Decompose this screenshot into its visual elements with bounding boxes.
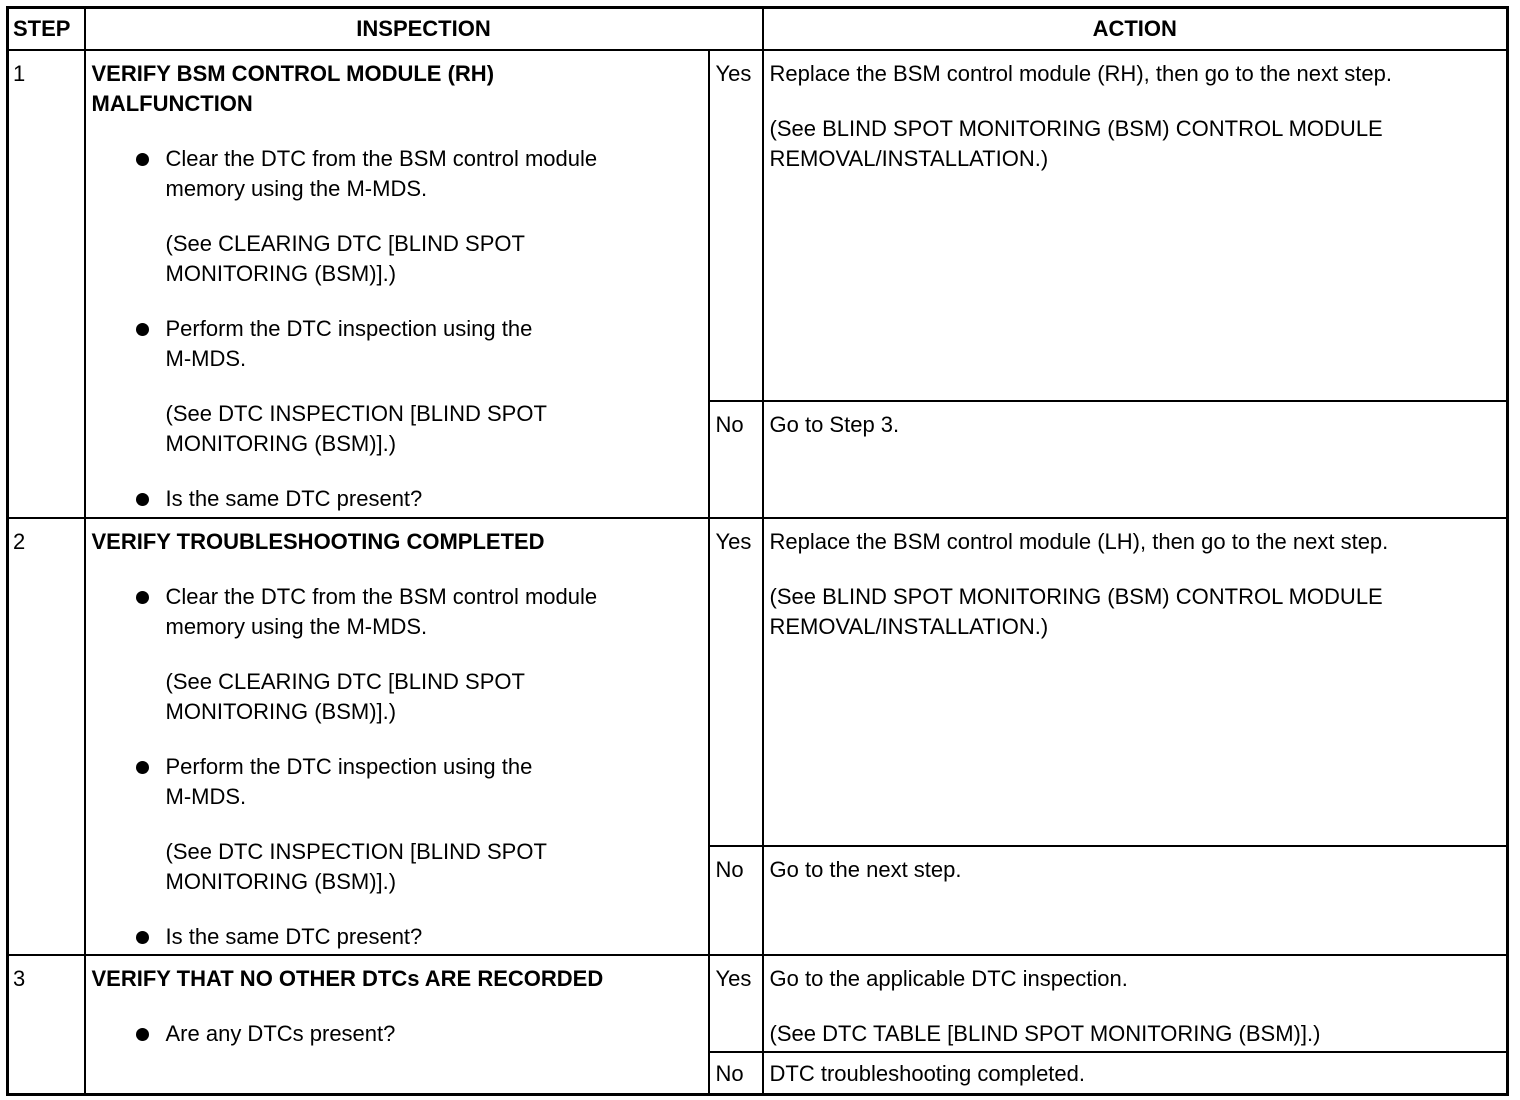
text: Is the same DTC present? (165, 486, 423, 511)
step-1-no-label: No (709, 401, 763, 518)
text: (See CLEARING DTC [BLIND SPOT (165, 231, 525, 256)
step-2-item-question (92, 922, 700, 952)
bullet-icon (136, 931, 149, 944)
step-3-yes-row (8, 955, 1508, 1052)
text: Replace the BSM control module (LH), then go to the next step. (769, 529, 1389, 554)
step-1-item-question (92, 484, 700, 514)
bullet-icon (136, 591, 149, 604)
bullet-icon (136, 493, 149, 506)
step-3-checklist (92, 1019, 700, 1049)
bullet-icon (136, 323, 149, 336)
step-2-number: 2 (8, 518, 85, 955)
text: memory using the M-MDS. (165, 176, 428, 201)
reference-link[interactable] (770, 114, 1499, 174)
step-2-checklist (92, 582, 700, 952)
reference-link[interactable] (770, 582, 1499, 642)
text: MONITORING (BSM)].) (165, 699, 397, 724)
text: Are any DTCs present? (165, 1021, 396, 1046)
reference-link[interactable] (166, 229, 700, 289)
step-1-item-perform-inspection (92, 314, 700, 459)
text: M-MDS. (165, 346, 247, 371)
step-3-title: VERIFY THAT NO OTHER DTCs ARE RECORDED (91, 966, 604, 991)
inspection-header: INSPECTION (85, 8, 763, 51)
bullet-icon (136, 153, 149, 166)
step-3-number: 3 (8, 955, 85, 1094)
reference-link[interactable]: (See DTC TABLE [BLIND SPOT MONITORING (BSM)].) (769, 1021, 1321, 1046)
step-3-item-question (92, 1019, 700, 1049)
text: Perform the DTC inspection using the (165, 316, 533, 341)
reference-link[interactable] (166, 667, 700, 727)
header-row (8, 8, 1508, 51)
step-1-title-line-2: MALFUNCTION (91, 91, 253, 116)
text: MONITORING (BSM)].) (165, 431, 397, 456)
bullet-icon (136, 1028, 149, 1041)
step-2-title: VERIFY TROUBLESHOOTING COMPLETED (91, 529, 545, 554)
step-2-yes-action (763, 518, 1508, 846)
text: MONITORING (BSM)].) (165, 261, 397, 286)
text: MONITORING (BSM)].) (165, 869, 397, 894)
action-header: ACTION (763, 8, 1508, 51)
step-1-title (92, 59, 700, 119)
text: memory using the M-MDS. (165, 614, 428, 639)
step-3-no-action: DTC troubleshooting completed. (763, 1052, 1508, 1094)
text: REMOVAL/INSTALLATION.) (769, 614, 1049, 639)
step-1-inspection (85, 50, 709, 518)
text: (See BLIND SPOT MONITORING (BSM) CONTROL MODULE (769, 116, 1383, 141)
step-3-inspection (85, 955, 709, 1094)
step-1-no-action: Go to Step 3. (763, 401, 1508, 518)
step-1-yes-label: Yes (709, 50, 763, 401)
step-3-yes-action (763, 955, 1508, 1052)
step-1-yes-row (8, 50, 1508, 401)
step-header: STEP (8, 8, 85, 51)
text: Perform the DTC inspection using the (165, 754, 533, 779)
text: (See BLIND SPOT MONITORING (BSM) CONTROL MODULE (769, 584, 1383, 609)
text: Replace the BSM control module (RH), then go to the next step. (769, 61, 1392, 86)
text: (See DTC INSPECTION [BLIND SPOT (165, 401, 547, 426)
text: Clear the DTC from the BSM control module (165, 146, 598, 171)
text: (See DTC INSPECTION [BLIND SPOT (165, 839, 547, 864)
step-2-no-label: No (709, 846, 763, 955)
step-2-item-clear-dtc (92, 582, 700, 727)
text: Is the same DTC present? (165, 924, 423, 949)
step-3-yes-label: Yes (709, 955, 763, 1052)
step-3-no-label: No (709, 1052, 763, 1094)
troubleshooting-table (6, 6, 1509, 1096)
step-1-item-clear-dtc (92, 144, 700, 289)
step-1-yes-action (763, 50, 1508, 401)
step-2-yes-row (8, 518, 1508, 846)
bullet-icon (136, 761, 149, 774)
step-1-title-line-1: VERIFY BSM CONTROL MODULE (RH) (91, 61, 495, 86)
step-1-number: 1 (8, 50, 85, 518)
text: REMOVAL/INSTALLATION.) (769, 146, 1049, 171)
step-1-checklist (92, 144, 700, 514)
text: M-MDS. (165, 784, 247, 809)
reference-link[interactable] (166, 399, 700, 459)
reference-link[interactable] (166, 837, 700, 897)
text: Go to the applicable DTC inspection. (769, 966, 1128, 991)
text: Clear the DTC from the BSM control module (165, 584, 598, 609)
step-2-item-perform-inspection (92, 752, 700, 897)
step-2-no-action: Go to the next step. (763, 846, 1508, 955)
step-2-yes-label: Yes (709, 518, 763, 846)
text: (See CLEARING DTC [BLIND SPOT (165, 669, 525, 694)
step-2-inspection (85, 518, 709, 955)
